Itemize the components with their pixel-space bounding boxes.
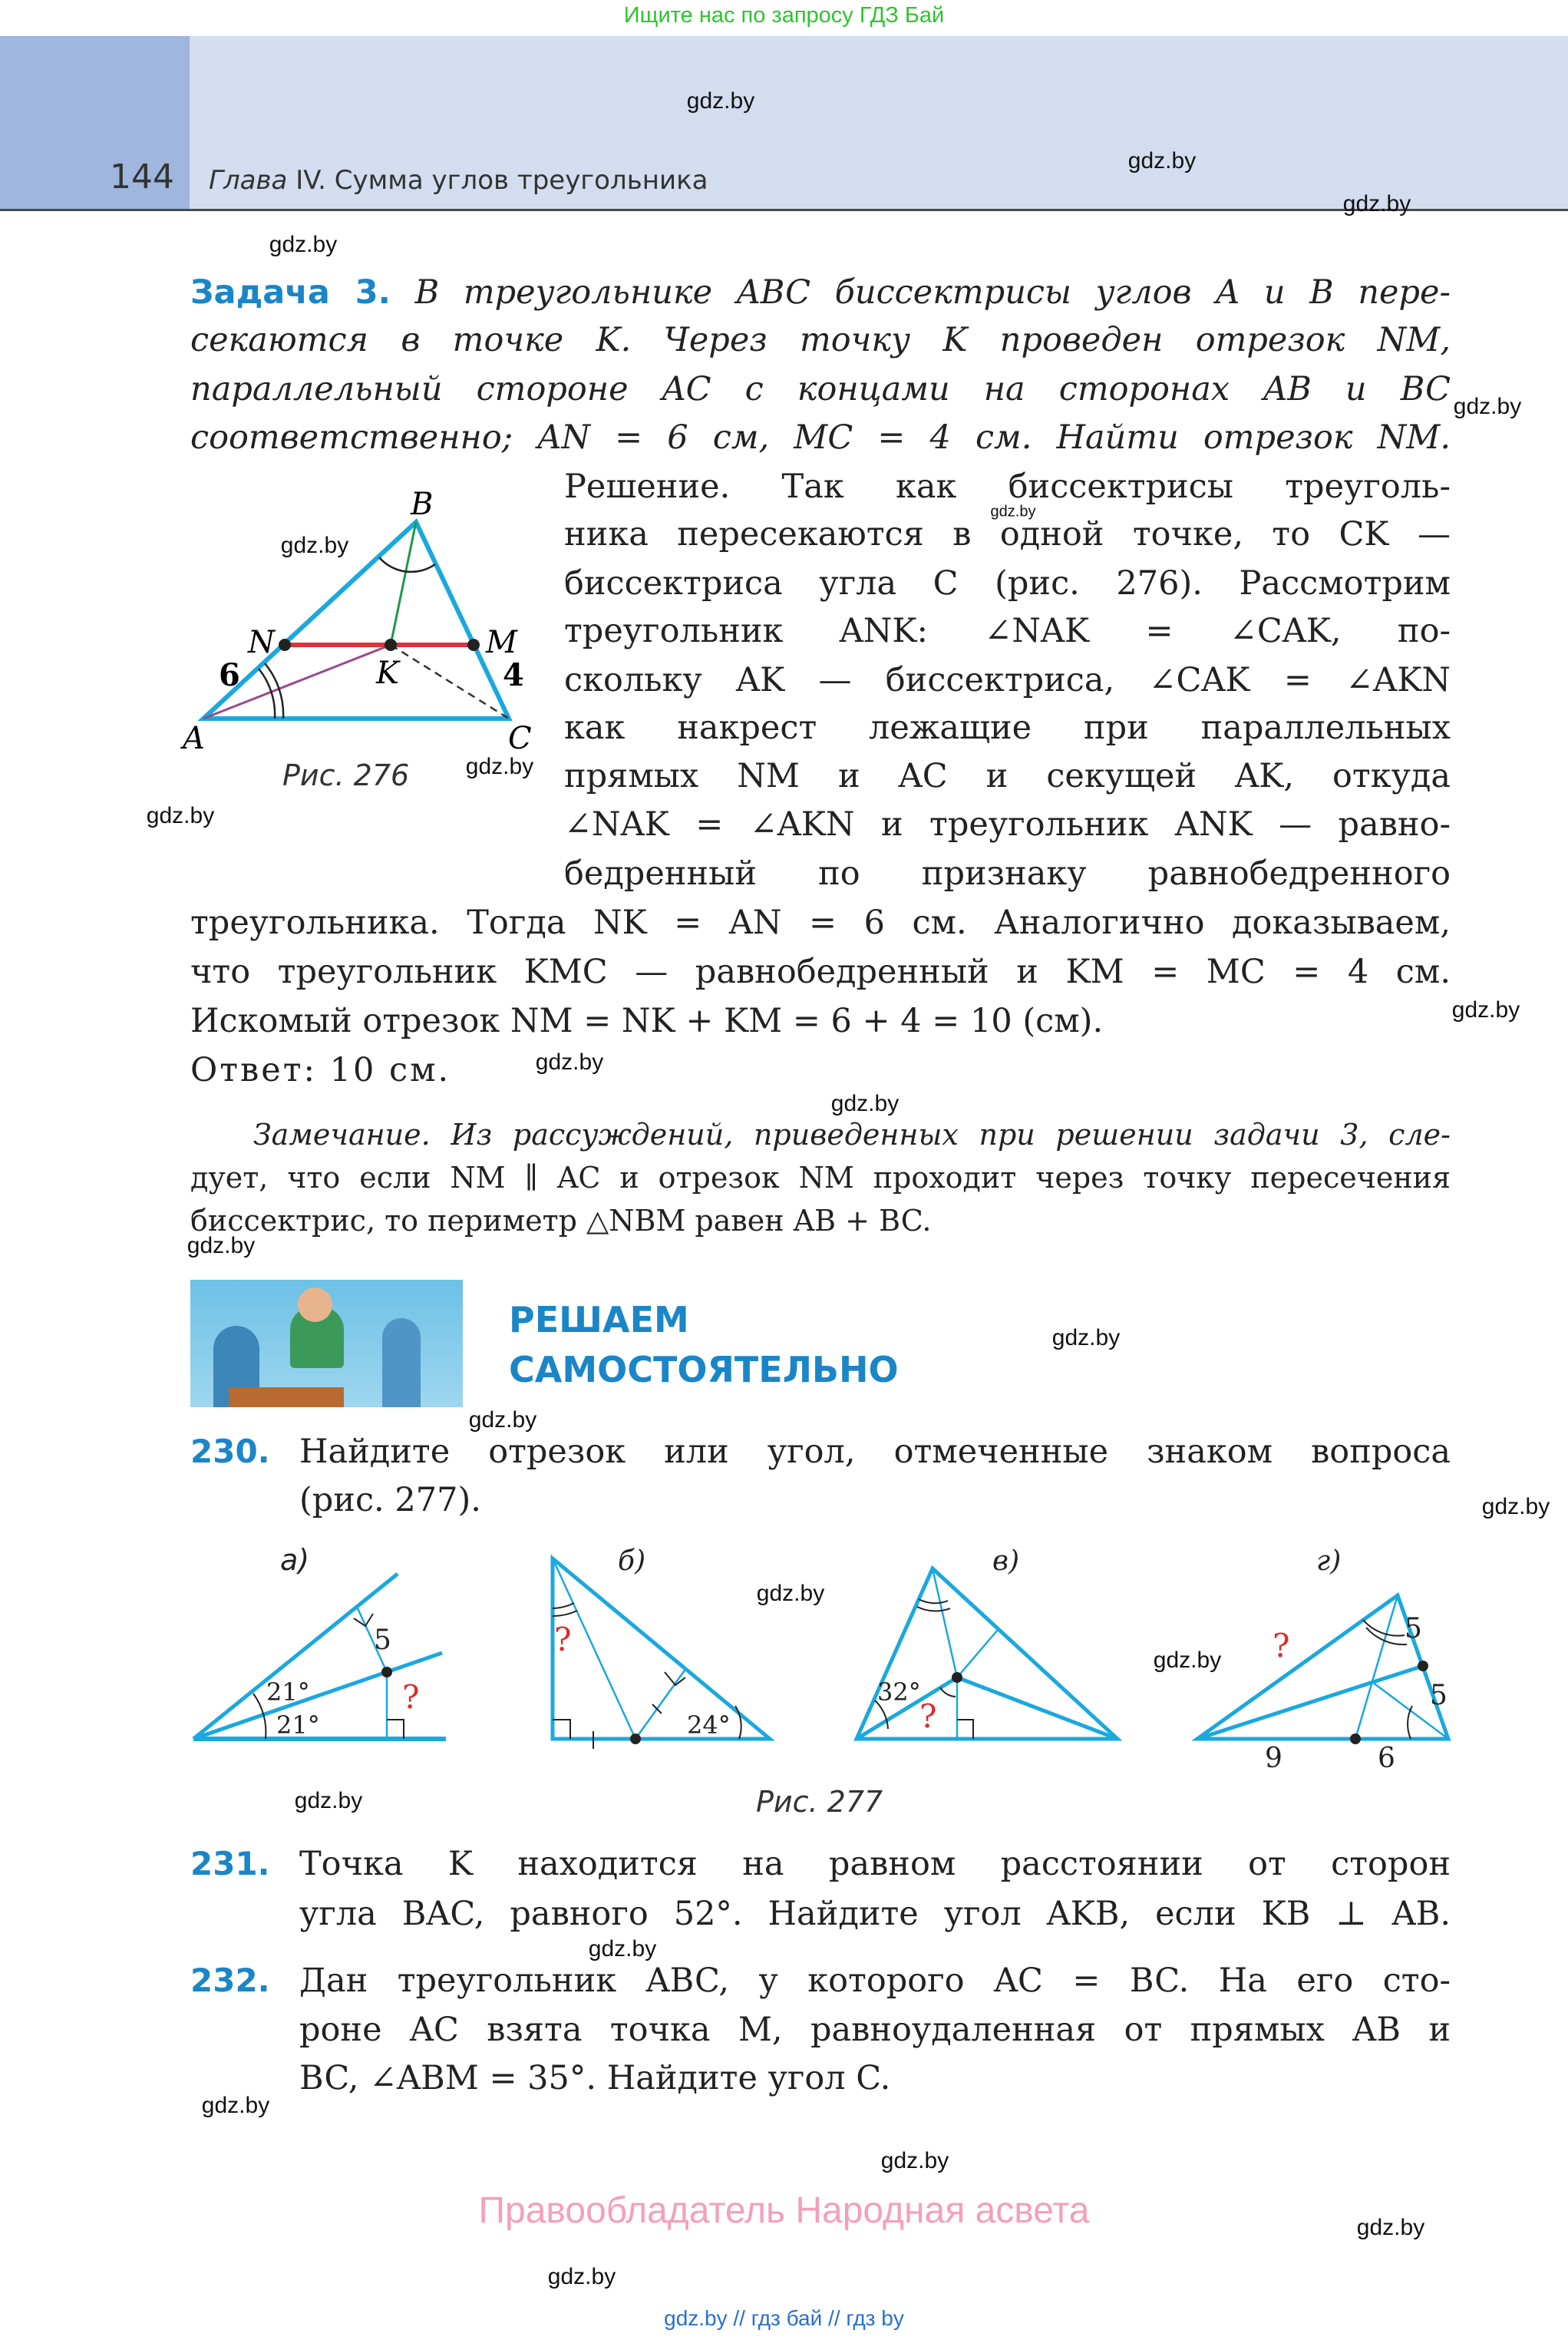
remark-line: биссектрис, то периметр △NBM равен AB + BC. [190,1204,932,1238]
question-mark: ? [1273,1627,1290,1664]
watermark: gdz.by [1342,191,1411,216]
solution-line: Искомый отрезок NM = NK + KM = 6 + 4 = 10 (см). [190,1002,1104,1040]
label-side: 5 [1405,1613,1422,1644]
section-title-line1: РЕШАЕМ [509,1299,689,1340]
watermark: gdz.by [468,1407,537,1433]
problem-line: Точка K находится на равном расстоянии от сторон [299,1845,1451,1883]
problem-line: Дан треугольник ABC, у которого AC = BC. На его сто- [299,1962,1451,2000]
label-a: а) [280,1543,310,1577]
problem-line: (рис. 277). [299,1481,481,1519]
task3-text: В треугольнике ABC биссектрисы углов A и B пере- [414,273,1451,312]
solution-line: прямых NM и AC и секущей AK, откуда [564,757,1451,795]
solution-line: бедренный по признаку равнобедренного [564,854,1451,893]
problem-line: роне AC взята точка M, равноудаленная от прямых AB и [299,2011,1451,2049]
task3-label: Задача 3. [190,273,391,312]
label-base: 9 [1265,1743,1282,1774]
watermark: gdz.by [830,1091,900,1116]
watermark: gdz.by [187,1233,256,1258]
solution-line: ника пересекаются в одной точке, то CK — [564,515,1451,554]
section-title-line2: САМОСТОЯТЕЛЬНО [509,1349,899,1390]
task3-line: соответственно; AN = 6 см, MC = 4 см. Найти отрезок NM. [190,418,1451,457]
footer-links[interactable]: gdz.by // гдз бай // гдз by [664,2306,904,2330]
watermark: gdz.by [1153,1648,1222,1673]
answer: Ответ: 10 см. [190,1051,451,1089]
chapter-name: IV. Сумма углов треугольника [287,165,708,196]
watermark: gdz.by [201,2093,270,2118]
label-side: 5 [374,1624,391,1656]
question-mark: ? [402,1678,420,1716]
chapter-prefix: Глава [209,165,288,196]
label-angle: 21° [266,1677,310,1707]
problem-number: 231. [190,1845,270,1882]
watermark: gdz.by [535,1049,604,1075]
watermark: gdz.by [1481,1494,1550,1519]
label-angle: 32° [877,1677,921,1707]
problem-line: угла BAC, равного 52°. Найдите угол AKB, если KB ⊥ AB. [299,1895,1451,1933]
label-b: б) [618,1545,646,1577]
label-b: B [411,487,434,522]
watermark: gdz.by [588,1936,657,1962]
label-mc: 4 [503,657,524,693]
watermark: gdz.by [1051,1325,1121,1350]
remark-line: дует, что если NM ∥ AC и отрезок NM проходит через точку пересечения [190,1161,1451,1195]
solution-line: как накрест лежащие при параллельных [564,709,1451,747]
desk [229,1387,344,1407]
label-angle: 24° [687,1710,731,1740]
watermark: gdz.by [1356,2215,1425,2240]
figure-277 [0,1528,1568,1789]
watermark: gdz.by [880,2148,949,2173]
task3-line: секаются в точке K. Через точку K проведен отрезок NM, [190,321,1451,359]
point-n [279,639,291,651]
page-number: 144 [110,157,174,197]
watermark: gdz.by [146,803,215,828]
solution-line: что треугольник KMC — равнобедренный и KM = MC = 4 см. [190,953,1451,991]
solution-line: биссектриса угла C (рис. 276). Рассмотрим [564,564,1451,603]
label-g: г) [1316,1545,1342,1577]
figure-276 [0,0,614,814]
watermark: gdz.by [1127,148,1197,174]
solution-line: скольку AK — биссектриса, ∠CAK = ∠AKN [564,661,1451,699]
silhouette-figure [382,1318,421,1407]
problem-line: BC, ∠ABM = 35°. Найдите угол C. [299,2059,891,2097]
remark-line: Замечание. Из рассуждений, приведенных при решении задачи 3, сле- [253,1118,1451,1152]
label-a: A [183,721,205,756]
label-m: M [486,625,517,660]
solution-line: ∠NAK = ∠AKN и треугольник ANK — равно- [564,805,1451,844]
label-k: K [376,656,399,691]
section-illustration [190,1280,463,1407]
label-base: 6 [1378,1743,1395,1774]
watermark: gdz.by [280,533,349,558]
question-mark: ? [919,1697,937,1735]
watermark: gdz.by [1453,394,1522,419]
promo-banner: Ищите нас по запросу ГДЗ Бай [623,3,945,28]
watermark: gdz.by [1451,997,1520,1023]
problem-number: 230. [190,1433,270,1470]
copyright-notice: Правообладатель Народная асвета [478,2190,1090,2231]
question-mark: ? [554,1621,572,1658]
figure-277-b [553,1558,770,1749]
figure-277-v [857,1568,1117,1739]
watermark: gdz.by [756,1581,825,1606]
label-an: 6 [219,657,240,693]
label-side: 5 [1430,1680,1448,1711]
problem-line: Найдите отрезок или угол, отмеченные знаком вопроса [299,1433,1451,1471]
watermark: gdz.by [990,503,1036,521]
watermark: gdz.by [294,1788,363,1813]
watermark: gdz.by [269,232,338,257]
watermark: gdz.by [686,88,755,114]
problem-number: 232. [190,1962,270,1999]
student-head [298,1287,332,1322]
solution-line: треугольника. Тогда NK = AN = 6 см. Аналогично доказываем, [190,904,1451,942]
label-v: в) [992,1545,1019,1577]
point-k [385,639,397,651]
label-angle: 21° [276,1710,320,1740]
figure-276-caption: Рис. 276 [282,759,410,792]
watermark: gdz.by [465,754,534,779]
task3-line: параллельный стороне AC с концами на сторонах AB и BC [190,370,1451,408]
solution-line: Решение. Так как биссектрисы треуголь- [564,468,1451,506]
solution-line: треугольник ANK: ∠NAK = ∠CAK, по- [564,612,1451,650]
point-m [467,639,480,651]
label-n: N [248,625,275,660]
label-c: C [508,721,532,756]
figure-277-caption: Рис. 277 [756,1785,883,1819]
watermark: gdz.by [547,2264,616,2289]
